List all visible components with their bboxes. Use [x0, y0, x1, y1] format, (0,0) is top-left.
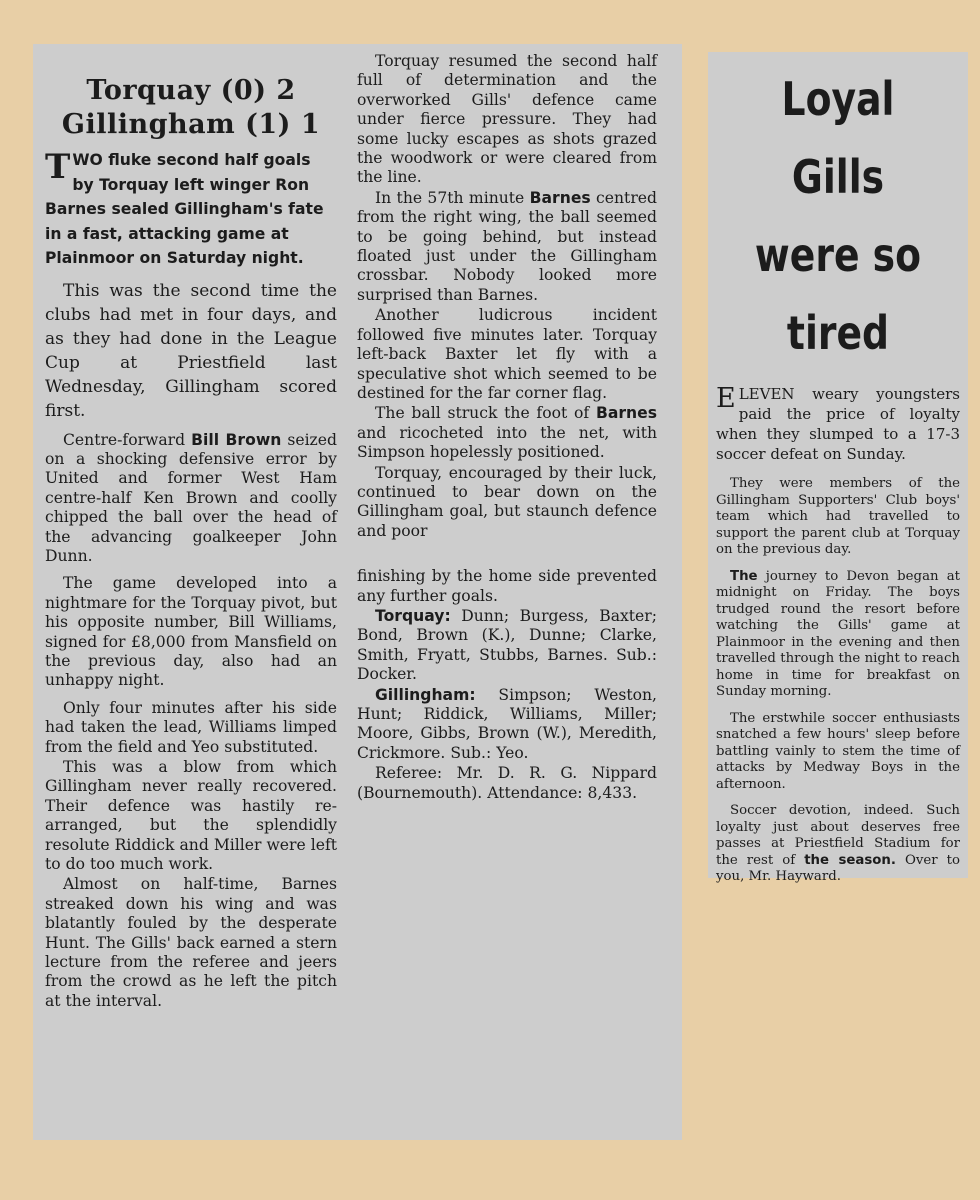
paragraph-4: Only four minutes after his side had taken the lead, Williams limped from the field and Yeo substituted. [45, 698, 337, 756]
side-lede-text: LEVEN weary youngsters paid the price of loyalty when they slumped to a 17-3 soccer defeat on Sunday. [716, 385, 960, 463]
side-headline-line-3: tired [786, 306, 890, 360]
paragraph-11: Torquay, encouraged by their luck, continued to bear down on the Gillingham goal, but staunch defence and poor [357, 463, 657, 540]
paragraph-1: This was the second time the clubs had met in four days, and as they had done in the League Cup at Priestfield last Wednesday, Gillingham scored first. [45, 280, 337, 421]
player-name: Bill Brown [191, 430, 282, 449]
match-report-headline [45, 74, 337, 142]
side-paragraph-1: They were members of the Gillingham Supporters' Club boys' team which had travelled to support the parent club at Torquay on the previous day. [716, 476, 960, 557]
referee-attendance: Referee: Mr. D. R. G. Nippard (Bournemouth). Attendance: 8,433. [357, 764, 657, 802]
match-report-lede [45, 148, 337, 271]
team-label: Gillingham: [375, 685, 476, 704]
side-paragraph-4: Soccer devotion, indeed. Such loyalty just about deserves free passes at Priestfield Stadium for the rest of the season. Over to you, Mr. Hayward. [716, 803, 960, 884]
paragraph-7: Torquay resumed the second half full of determination and the overworked Gills' defence came under fierce pressure. They had some lucky escapes as shots grazed the woodwork or were cleared from the line. [357, 52, 657, 187]
match-report-clipping [33, 44, 682, 1140]
paragraph-9: Another ludicrous incident followed five minutes later. Torquay left-back Baxter let fly with a speculative shot which seemed to be destined for the far corner flag. [357, 306, 657, 402]
match-report-left-column [45, 74, 337, 1019]
drop-cap: E [716, 383, 736, 414]
headline-line-1: Torquay (0) 2 [86, 75, 296, 106]
team-label: Torquay: [375, 606, 451, 625]
paragraph-6: Almost on half-time, Barnes streaked down his wing and was blatantly fouled by the desperate Hunt. The Gills' back earned a stern lecture from the referee and jeers from the crowd as he left the pitch at the interval. [45, 875, 337, 1010]
side-headline-line-2: were so [754, 228, 922, 282]
paragraph-3: The game developed into a nightmare for the Torquay pivot, but his opposite number, Bill Williams, signed for £8,000 from Mansfield on the previous day, also had an unhappy night. [45, 574, 337, 690]
paragraph-8: In the 57th minute Barnes centred from the right wing, the ball seemed to be going behind, but instead floated just under the Gillingham crossbar. Nobody looked more surprised than Barnes. [357, 188, 657, 304]
torquay-lineup: Torquay: Dunn; Burgess, Baxter; Bond, Brown (K.), Dunne; Clarke, Smith, Fryatt, Stubbs, Barnes. Sub.: Docker. [357, 606, 657, 684]
side-paragraph-3: The erstwhile soccer enthusiasts snatched a few hours' sleep before battling vainly to stem the time of attacks by Medway Boys in the afternoon. [716, 710, 960, 792]
side-paragraph-2: The journey to Devon began at midnight on Friday. The boys trudged round the resort before watching the Gills' game at Plainmoor in the evening and then travelled through the night to reach home in time for breakfast on Sunday morning. [716, 568, 960, 699]
player-name: Barnes [595, 404, 657, 423]
side-story-column [716, 60, 960, 896]
drop-cap: T [45, 147, 71, 187]
side-story-clipping [708, 52, 968, 884]
lede-text: WO fluke second half goals by Torquay left winger Ron Barnes sealed Gillingham's fate in a fast, attacking game at Plainmoor on Saturday night. [45, 151, 324, 267]
player-name: Barnes [529, 188, 591, 207]
side-story-lede [716, 384, 960, 464]
paragraph-2: Centre-forward Bill Brown seized on a shocking defensive error by United and former West Ham centre-half Ken Brown and coolly chipped the ball over the head of the advancing goalkeeper John Dunn. [45, 430, 337, 565]
match-report-middle-column [357, 52, 657, 811]
paragraph-5: This was a blow from which Gillingham never really recovered. Their defence was hastily re-arranged, but the splendidly resolute Riddick and Miller were left to do too much work. [45, 758, 337, 874]
gillingham-lineup: Gillingham: Simpson; Weston, Hunt; Riddick, Williams, Miller; Moore, Gibbs, Brown (W.), Meredith, Crickmore. Sub.: Yeo. [357, 685, 657, 762]
headline-line-2: Gillingham (1) 1 [61, 109, 321, 140]
paragraph-10: The ball struck the foot of Barnes and ricocheted into the net, with Simpson hopelessly positioned. [357, 404, 657, 462]
side-story-headline [738, 60, 938, 372]
side-headline-line-1: Loyal Gills [781, 72, 895, 204]
paragraph-12: finishing by the home side prevented any further goals. [357, 567, 657, 605]
